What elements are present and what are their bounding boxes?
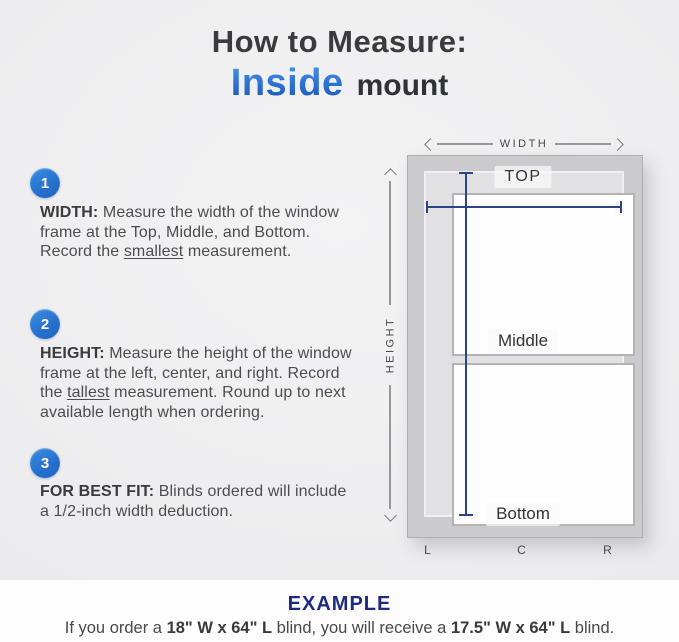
- arrow-right-icon: [611, 138, 624, 151]
- step-1-underlined-word: smallest: [123, 243, 184, 260]
- arrow-up-icon: [384, 168, 397, 181]
- height-arrow-label: HEIGHT: [384, 316, 396, 374]
- step-1-text: WIDTH: Measure the width of the window frame at the Top, Middle, and Bottom. Record the smallest measurement.: [40, 204, 340, 260]
- step-3-text: FOR BEST FIT: Blinds ordered will include a 1/2-inch width deduction.: [40, 483, 347, 520]
- step-3-badge: [30, 448, 60, 478]
- height-measure-tick-bottom: [459, 514, 473, 516]
- height-measure-line: [465, 172, 467, 516]
- width-measure-tick-left: [426, 201, 428, 213]
- example-text: If you order a 18" W x 64" L blind, you will receive a 17.5" W x 64" L blind.: [64, 619, 615, 637]
- step-3-lead: FOR BEST FIT:: [40, 483, 155, 500]
- width-measure-tick-right: [620, 201, 622, 213]
- step-2-underlined-word: tallest: [67, 384, 110, 401]
- step-2-text: HEIGHT: Measure the height of the window frame at the left, center, and right. Record the tallest measurement. Round up to next available length when ordering.: [40, 345, 352, 421]
- step-3-number: 3: [40, 454, 50, 472]
- example-ordered-size: 18" W x 64" L: [166, 619, 273, 637]
- height-arrow: [382, 170, 398, 520]
- example-received-size: 17.5" W x 64" L: [450, 619, 571, 637]
- arrow-left-icon: [424, 138, 437, 151]
- step-2-lead: HEIGHT:: [40, 345, 105, 362]
- example-heading: EXAMPLE: [287, 593, 392, 615]
- page-subtitle: [0, 62, 679, 105]
- marker-right: R: [603, 543, 613, 557]
- height-measure-tick-top: [459, 172, 473, 174]
- step-2-number: 2: [40, 315, 50, 333]
- position-label-bottom: Bottom: [486, 502, 560, 526]
- marker-left: L: [424, 543, 432, 557]
- step-1-lead: WIDTH:: [40, 204, 99, 221]
- marker-center: C: [517, 543, 527, 557]
- width-measure-line: [427, 206, 622, 208]
- position-label-top: TOP: [494, 166, 551, 188]
- subtitle-rest: mount: [356, 69, 449, 102]
- subtitle-highlight: Inside: [230, 62, 344, 104]
- width-arrow-label: WIDTH: [499, 138, 549, 150]
- page-header: [0, 24, 679, 105]
- example-section: [0, 580, 679, 642]
- page-title: How to Measure:: [211, 24, 468, 59]
- width-arrow: [426, 136, 622, 152]
- step-1-badge: [30, 168, 60, 198]
- step-2-badge: [30, 309, 60, 339]
- arrow-down-icon: [384, 509, 397, 522]
- step-1-number: 1: [40, 174, 50, 192]
- position-label-middle: Middle: [488, 329, 558, 353]
